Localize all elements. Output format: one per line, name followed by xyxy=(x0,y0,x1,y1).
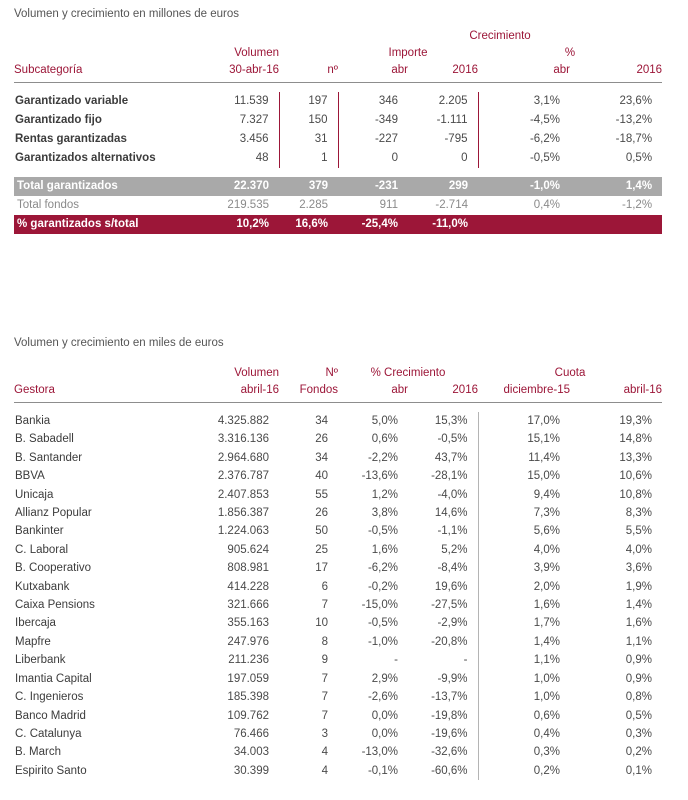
cell-volumen: 247.976 xyxy=(227,635,269,648)
table-row xyxy=(14,149,662,168)
cell-pct-abr: 3,1% xyxy=(533,95,560,107)
table1-column-header-row xyxy=(14,62,662,79)
row-label: BBVA xyxy=(15,470,45,483)
cell-volumen: 76.466 xyxy=(233,727,269,740)
cell-crec-2016: -9,9% xyxy=(437,672,468,685)
cell-fondos: 40 xyxy=(315,470,328,483)
cell-numero: 379 xyxy=(279,177,338,196)
cell-crec-2016: -60,6% xyxy=(431,764,468,777)
spacer-row xyxy=(14,168,662,177)
row-label: Garantizado variable xyxy=(15,95,129,107)
cell-fondos: 34 xyxy=(315,451,328,464)
cell-crec-abr: 1,6% xyxy=(371,543,398,556)
cell-crec-2016: -8,4% xyxy=(437,562,468,575)
header-numero: Nº xyxy=(325,367,338,379)
cell-numero: 2.285 xyxy=(279,196,338,215)
header-pct-abr: abr xyxy=(553,64,570,76)
cell-crec-abr: -0,5% xyxy=(367,617,398,630)
cell-cuota-diciembre: 15,1% xyxy=(478,430,570,448)
cell-crec-2016: -13,7% xyxy=(431,691,468,704)
table2-column-header-row xyxy=(14,382,662,399)
cell-cuota-abril: 0,9% xyxy=(625,654,652,667)
cell-fondos: 8 xyxy=(321,635,328,648)
table-row xyxy=(14,688,662,706)
cell-crec-abr: 3,8% xyxy=(371,507,398,520)
cell-cuota-diciembre: 7,3% xyxy=(478,504,570,522)
cell-volumen: 109.762 xyxy=(227,709,269,722)
row-label: Total fondos xyxy=(14,196,200,215)
cell-fondos: 7 xyxy=(321,672,328,685)
table-row xyxy=(14,92,662,111)
cell-crec-abr: -6,2% xyxy=(367,562,398,575)
table2-group-header-row xyxy=(14,365,662,382)
cell-crec-abr: 2,9% xyxy=(371,672,398,685)
cell-crec-2016: -2,9% xyxy=(437,617,468,630)
cell-fondos: 55 xyxy=(315,488,328,501)
row-label: Mapfre xyxy=(15,635,51,648)
table-row xyxy=(14,633,662,651)
cell-volumen: 1.224.063 xyxy=(217,525,269,538)
cell-crec-abr: 0,0% xyxy=(371,709,398,722)
row-label: B. Cooperativo xyxy=(15,562,92,575)
cell-crec-2016: -20,8% xyxy=(431,635,468,648)
table-row xyxy=(14,130,662,149)
cell-volumen: 321.666 xyxy=(227,599,269,612)
cell-volumen: 34.003 xyxy=(233,746,269,759)
cell-crec-abr: 0,0% xyxy=(371,727,398,740)
cell-cuota-diciembre: 4,0% xyxy=(478,541,570,559)
cell-pct-abr: -1,0% xyxy=(478,177,570,196)
table-row xyxy=(14,430,662,448)
cell-pct-2016: -13,2% xyxy=(615,114,653,126)
cell-fondos: 26 xyxy=(315,433,328,446)
table-row xyxy=(14,541,662,559)
cell-fondos: 17 xyxy=(315,562,328,575)
spacer-cell xyxy=(14,45,200,62)
cell-cuota-diciembre: 3,9% xyxy=(478,559,570,577)
header-cuota-abril: abril-16 xyxy=(623,384,662,396)
header-pct-crecimiento: % Crecimiento xyxy=(370,367,446,379)
row-label: Ibercaja xyxy=(15,617,56,630)
cell-crec-abr: 5,0% xyxy=(371,415,398,427)
header-numero: nº xyxy=(327,64,338,76)
cell-cuota-abril: 1,1% xyxy=(625,635,652,648)
cell-numero: 150 xyxy=(279,111,338,130)
cell-fondos: 10 xyxy=(315,617,328,630)
cell-volumen: 30.399 xyxy=(233,764,269,777)
table-row xyxy=(14,707,662,725)
cell-cuota-abril: 5,5% xyxy=(625,525,652,538)
cell-importe-2016: 299 xyxy=(408,177,478,196)
cell-cuota-abril: 0,3% xyxy=(625,727,652,740)
cell-fondos: 3 xyxy=(321,727,328,740)
cell-volumen: 211.236 xyxy=(228,654,269,667)
table1-group-header-row xyxy=(14,28,662,45)
table-row xyxy=(14,111,662,130)
cell-cuota-abril: 1,9% xyxy=(625,580,652,593)
header-volumen-date: 30-abr-16 xyxy=(229,64,279,76)
cell-pct-2016: -18,7% xyxy=(615,133,653,145)
table-row xyxy=(14,559,662,577)
cell-importe-abr: 911 xyxy=(338,196,408,215)
cell-cuota-abril: 0,2% xyxy=(625,746,652,759)
row-label: B. Santander xyxy=(15,451,83,464)
section2-caption: Volumen y crecimiento en miles de euros xyxy=(14,337,224,349)
cell-crec-2016: 43,7% xyxy=(434,451,468,464)
cell-crec-abr: -2,6% xyxy=(367,691,398,704)
table-row xyxy=(14,578,662,596)
cell-volumen: 219.535 xyxy=(200,196,279,215)
cell-crec-abr: -0,5% xyxy=(367,525,398,538)
cell-importe-abr: -349 xyxy=(374,114,398,126)
cell-crec-2016: -19,8% xyxy=(431,709,468,722)
header-subcategoria: Subcategoría xyxy=(14,64,83,76)
cell-volumen: 355.163 xyxy=(227,617,269,630)
cell-crec-2016: 14,6% xyxy=(434,507,468,520)
cell-crec-2016: -4,0% xyxy=(437,488,468,501)
cell-pct-abr: 0,4% xyxy=(478,196,570,215)
cell-fondos: 34 xyxy=(315,415,328,427)
cell-volumen: 2.964.680 xyxy=(217,451,269,464)
cell-crec-abr: -0,2% xyxy=(367,580,398,593)
cell-volumen: 4.325.882 xyxy=(217,415,269,427)
summary-row-total-garantizados xyxy=(14,177,662,196)
cell-crec-abr: 1,2% xyxy=(371,488,398,501)
header-volumen: Volumen xyxy=(234,367,279,379)
cell-numero: 31 xyxy=(279,130,338,149)
cell-cuota-diciembre: 0,4% xyxy=(478,725,570,743)
header-volumen: Volumen xyxy=(234,47,279,59)
cell-importe-abr: -25,4% xyxy=(338,215,408,234)
row-label: Liberbank xyxy=(15,654,66,667)
cell-volumen: 22.370 xyxy=(200,177,279,196)
cell-crec-2016: - xyxy=(463,654,468,667)
row-label: C. Laboral xyxy=(15,543,69,556)
cell-pct-abr: -0,5% xyxy=(529,152,560,164)
cell-volumen: 414.228 xyxy=(227,580,269,593)
cell-volumen: 10,2% xyxy=(200,215,279,234)
cell-cuota-abril: 3,6% xyxy=(625,562,652,575)
cell-cuota-abril: 0,8% xyxy=(625,691,652,704)
header-crecimiento: Crecimiento xyxy=(469,30,531,42)
cell-importe-abr: 0 xyxy=(391,152,398,164)
cell-crec-2016: -28,1% xyxy=(431,470,468,483)
header-cuota-diciembre: diciembre-15 xyxy=(503,384,570,396)
table1-body xyxy=(14,92,662,168)
cell-pct-2016: 0,5% xyxy=(625,152,653,164)
cell-cuota-diciembre: 15,0% xyxy=(478,467,570,485)
cell-cuota-diciembre: 0,3% xyxy=(478,743,570,761)
cell-importe-abr: -227 xyxy=(374,133,398,145)
summary-row-pct-garantizados xyxy=(14,215,662,234)
header-volumen-date: abril-16 xyxy=(240,384,279,396)
cell-cuota-abril: 4,0% xyxy=(625,543,652,556)
spacer-cell xyxy=(279,28,338,45)
cell-numero: 1 xyxy=(279,149,338,168)
row-label: Unicaja xyxy=(15,488,54,501)
header-importe: Importe xyxy=(388,47,428,59)
cell-crec-2016: -1,1% xyxy=(437,525,468,538)
table-row xyxy=(14,614,662,632)
cell-crec-abr: 0,6% xyxy=(371,433,398,446)
cell-cuota-diciembre: 1,1% xyxy=(478,651,570,669)
table-row xyxy=(14,762,662,780)
cell-cuota-diciembre: 0,2% xyxy=(478,762,570,780)
cell-crec-2016: -27,5% xyxy=(431,599,468,612)
cell-importe-2016: -2.714 xyxy=(408,196,478,215)
cell-fondos: 9 xyxy=(321,654,328,667)
cell-fondos: 6 xyxy=(321,580,328,593)
table-row xyxy=(14,486,662,504)
table2-header-spacer xyxy=(14,403,662,413)
table-row xyxy=(14,467,662,485)
cell-crec-abr: -13,6% xyxy=(361,470,398,483)
row-label: C. Catalunya xyxy=(15,727,82,740)
cell-importe-2016: -795 xyxy=(408,130,478,149)
cell-fondos: 4 xyxy=(321,746,328,759)
cell-crec-2016: -19,6% xyxy=(431,727,468,740)
cell-importe-2016: -1.111 xyxy=(408,111,478,130)
cell-numero: 197 xyxy=(279,92,338,111)
cell-crec-abr: - xyxy=(394,654,398,667)
cell-volumen: 197.059 xyxy=(227,672,269,685)
cell-cuota-abril: 10,8% xyxy=(619,488,652,501)
row-label: Total garantizados xyxy=(14,177,200,196)
fund-managers-table xyxy=(14,365,662,780)
section1-caption: Volumen y crecimiento en millones de euros xyxy=(14,8,240,20)
cell-crec-abr: -15,0% xyxy=(361,599,398,612)
cell-crec-abr: -13,0% xyxy=(361,746,398,759)
cell-cuota-diciembre: 9,4% xyxy=(478,486,570,504)
header-gestora: Gestora xyxy=(14,384,55,396)
cell-crec-2016: 5,2% xyxy=(441,543,468,556)
table-row xyxy=(14,504,662,522)
cell-volumen: 7.327 xyxy=(239,114,269,126)
cell-crec-2016: 15,3% xyxy=(434,415,468,427)
cell-cuota-diciembre: 1,6% xyxy=(478,596,570,614)
header-crec-abr: abr xyxy=(391,384,408,396)
spacer-cell xyxy=(14,28,200,45)
table1-summary xyxy=(14,168,662,234)
cell-fondos: 25 xyxy=(315,543,328,556)
header-cuota: Cuota xyxy=(554,367,586,379)
row-label: % garantizados s/total xyxy=(14,215,200,234)
cell-fondos: 26 xyxy=(315,507,328,520)
cell-numero: 16,6% xyxy=(279,215,338,234)
row-label: Allianz Popular xyxy=(15,507,92,520)
table1-subgroup-header-row xyxy=(14,45,662,62)
cell-importe-2016: 0 xyxy=(408,149,478,168)
row-label: B. Sabadell xyxy=(15,433,74,446)
table-row xyxy=(14,651,662,669)
summary-row-total-fondos xyxy=(14,196,662,215)
table-row xyxy=(14,725,662,743)
cell-crec-2016: -32,6% xyxy=(431,746,468,759)
cell-volumen: 11.539 xyxy=(234,95,269,107)
cell-cuota-diciembre: 11,4% xyxy=(478,449,570,467)
cell-pct-abr xyxy=(478,215,570,234)
cell-pct-2016 xyxy=(570,215,662,234)
row-label: Rentas garantizadas xyxy=(15,133,127,145)
header-importe-abr: abr xyxy=(391,64,408,76)
cell-volumen: 2.376.787 xyxy=(217,470,269,483)
row-label: Bankinter xyxy=(15,525,64,538)
row-label: Bankia xyxy=(15,415,51,427)
cell-pct-abr: -4,5% xyxy=(529,114,560,126)
cell-pct-2016: 23,6% xyxy=(619,95,653,107)
cell-crec-abr: -0,1% xyxy=(367,764,398,777)
header-percent: % xyxy=(564,47,576,59)
table-row xyxy=(14,596,662,614)
cell-volumen: 3.456 xyxy=(239,133,269,145)
cell-importe-abr: -231 xyxy=(338,177,408,196)
cell-cuota-abril: 0,9% xyxy=(625,672,652,685)
cell-importe-abr: 346 xyxy=(378,95,398,107)
spacer-cell xyxy=(200,28,279,45)
table-row xyxy=(14,412,662,430)
cell-volumen: 808.981 xyxy=(227,562,269,575)
cell-crec-abr: -1,0% xyxy=(367,635,398,648)
table-row xyxy=(14,670,662,688)
cell-crec-abr: -2,2% xyxy=(367,451,398,464)
cell-importe-2016: -11,0% xyxy=(408,215,478,234)
cell-cuota-diciembre: 1,4% xyxy=(478,633,570,651)
header-importe-2016: 2016 xyxy=(452,64,478,76)
row-label: Kutxabank xyxy=(15,580,70,593)
guaranteed-funds-table xyxy=(14,28,662,234)
cell-fondos: 50 xyxy=(315,525,328,538)
cell-fondos: 4 xyxy=(321,764,328,777)
cell-volumen: 48 xyxy=(255,152,269,164)
table-row xyxy=(14,449,662,467)
cell-volumen: 1.856.387 xyxy=(217,507,269,520)
cell-cuota-diciembre: 1,0% xyxy=(478,688,570,706)
cell-cuota-abril: 0,1% xyxy=(625,764,652,777)
cell-pct-2016: -1,2% xyxy=(570,196,662,215)
cell-volumen: 905.624 xyxy=(227,543,269,556)
spacer-cell xyxy=(14,168,662,177)
table-row xyxy=(14,522,662,540)
row-label: Garantizados alternativos xyxy=(15,152,156,164)
spacer-cell xyxy=(14,365,200,382)
cell-volumen: 185.398 xyxy=(227,691,269,704)
row-label: C. Ingenieros xyxy=(15,691,84,704)
cell-cuota-abril: 1,6% xyxy=(625,617,652,630)
cell-cuota-abril: 19,3% xyxy=(619,415,652,427)
table2-body xyxy=(14,412,662,780)
row-label: B. March xyxy=(15,746,62,759)
header-pct-2016: 2016 xyxy=(636,64,663,76)
cell-fondos: 7 xyxy=(321,599,328,612)
cell-cuota-abril: 8,3% xyxy=(625,507,652,520)
row-label: Garantizado fijo xyxy=(15,114,102,126)
cell-crec-2016: 19,6% xyxy=(434,580,468,593)
cell-cuota-abril: 0,5% xyxy=(625,709,652,722)
cell-cuota-diciembre: 17,0% xyxy=(478,412,570,430)
cell-cuota-diciembre: 1,7% xyxy=(478,614,570,632)
spacer-cell xyxy=(14,83,662,93)
cell-crec-2016: -0,5% xyxy=(437,433,468,446)
cell-cuota-abril: 1,4% xyxy=(625,599,652,612)
cell-fondos: 7 xyxy=(321,709,328,722)
table-row xyxy=(14,743,662,761)
cell-fondos: 7 xyxy=(321,691,328,704)
cell-pct-abr: -6,2% xyxy=(529,133,560,145)
cell-cuota-diciembre: 0,6% xyxy=(478,707,570,725)
row-label: Caixa Pensions xyxy=(15,599,95,612)
header-fondos: Fondos xyxy=(299,384,338,396)
cell-volumen: 2.407.853 xyxy=(217,488,269,501)
header-crec-2016: 2016 xyxy=(452,384,478,396)
cell-volumen: 3.316.136 xyxy=(217,433,269,446)
cell-pct-2016: 1,4% xyxy=(570,177,662,196)
spacer-cell xyxy=(14,403,662,413)
row-label: Espirito Santo xyxy=(15,764,87,777)
cell-cuota-abril: 13,3% xyxy=(619,451,652,464)
cell-cuota-diciembre: 5,6% xyxy=(478,522,570,540)
row-label: Banco Madrid xyxy=(15,709,86,722)
cell-cuota-abril: 10,6% xyxy=(619,470,652,483)
row-label: Imantia Capital xyxy=(15,672,92,685)
table1-header-spacer xyxy=(14,83,662,93)
cell-cuota-diciembre: 1,0% xyxy=(478,670,570,688)
cell-cuota-diciembre: 2,0% xyxy=(478,578,570,596)
spacer-cell xyxy=(279,45,338,62)
cell-importe-2016: 2.205 xyxy=(408,92,478,111)
cell-cuota-abril: 14,8% xyxy=(619,433,652,446)
